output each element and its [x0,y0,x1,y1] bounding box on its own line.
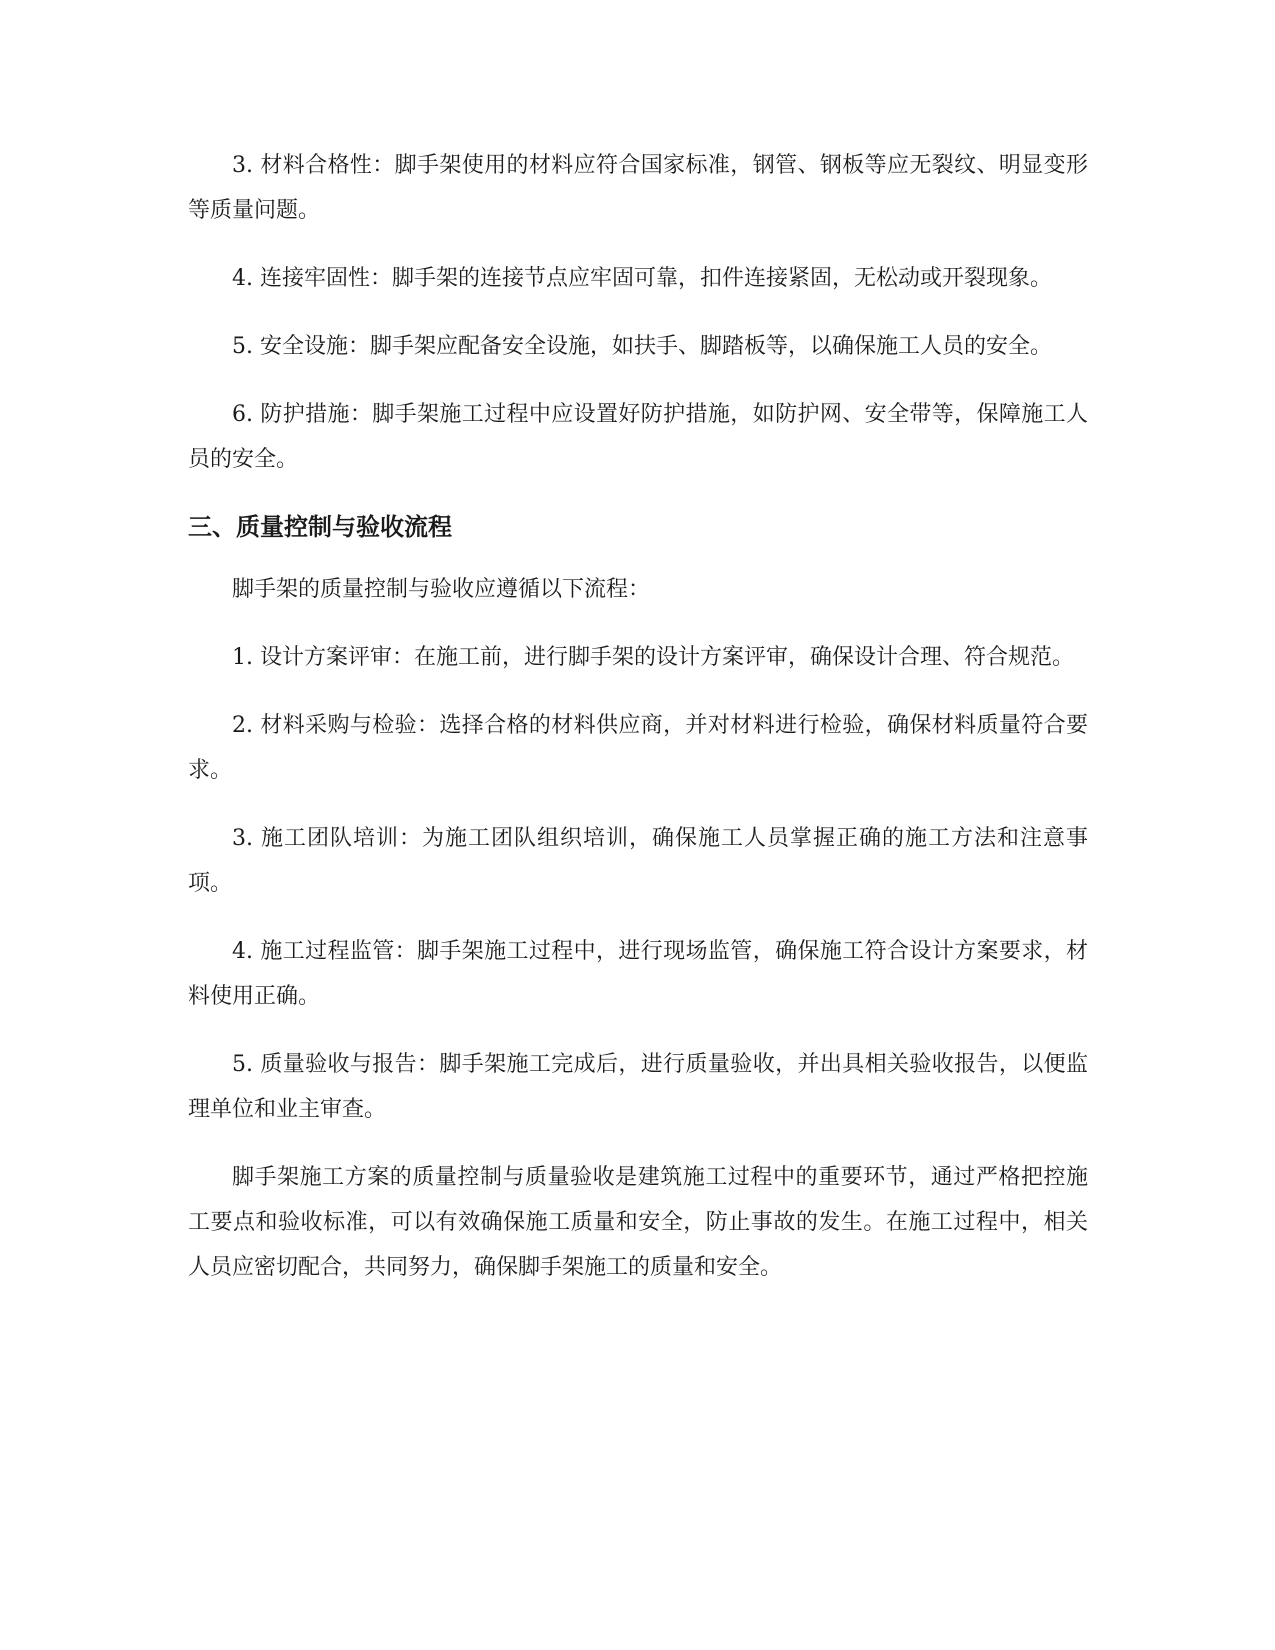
section-heading: 三、质量控制与验收流程 [188,513,452,541]
process-item: 1. 设计方案评审：在施工前，进行脚手架的设计方案评审，确保设计合理、符合规范。 [232,645,1074,670]
process-item: 3. 施工团队培训：为施工团队组织培训，确保施工人员掌握正确的施工方法和注意事项。 [188,826,1088,896]
process-item: 2. 材料采购与检验：选择合格的材料供应商，并对材料进行检验，确保材料质量符合要求。 [188,713,1088,783]
document-body [188,143,1088,1313]
process-item: 4. 施工过程监管：脚手架施工过程中，进行现场监管，确保施工符合设计方案要求，材料使用正确。 [188,939,1088,1009]
requirement-item: 3. 材料合格性：脚手架使用的材料应符合国家标准，钢管、钢板等应无裂纹、明显变形等质量问题。 [188,153,1088,223]
requirement-item: 6. 防护措施：脚手架施工过程中应设置好防护措施，如防护网、安全带等，保障施工人员的安全。 [188,402,1088,472]
process-item: 5. 质量验收与报告：脚手架施工完成后，进行质量验收，并出具相关验收报告，以便监理单位和业主审查。 [188,1052,1088,1122]
conclusion-paragraph: 脚手架施工方案的质量控制与质量验收是建筑施工过程中的重要环节，通过严格把控施工要点和验收标准，可以有效确保施工质量和安全，防止事故的发生。在施工过程中，相关人员应密切配合，共同努力，确保脚手架施工的质量和安全。 [188,1165,1088,1280]
requirement-item: 5. 安全设施：脚手架应配备安全设施，如扶手、脚踏板等，以确保施工人员的安全。 [232,334,1052,359]
requirement-item: 4. 连接牢固性：脚手架的连接节点应牢固可靠，扣件连接紧固，无松动或开裂现象。 [232,266,1052,291]
section-intro: 脚手架的质量控制与验收应遵循以下流程： [232,577,651,602]
